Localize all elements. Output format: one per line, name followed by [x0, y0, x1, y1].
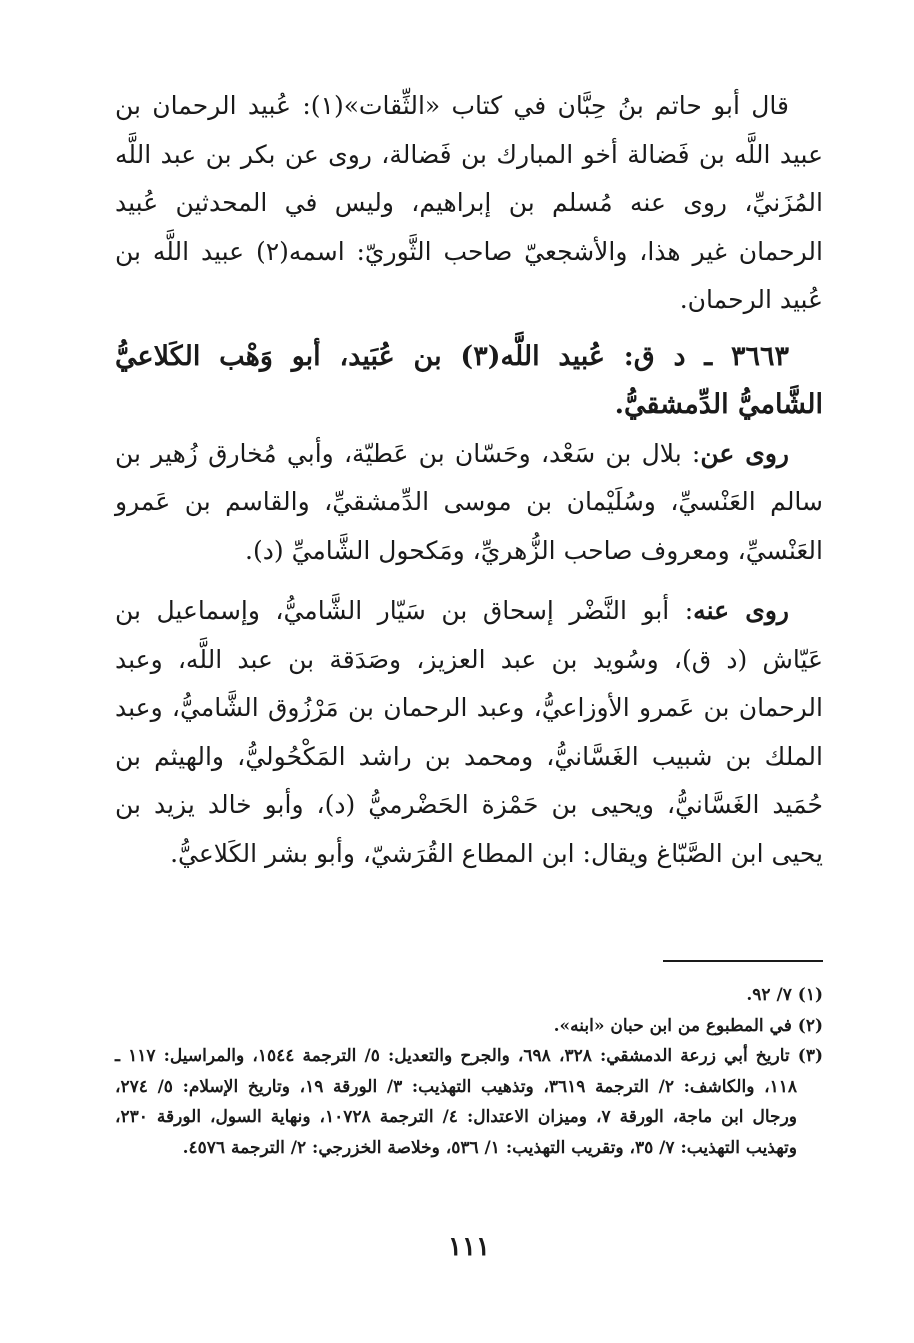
narrated-from-paragraph: [115, 430, 823, 576]
book-page: [115, 82, 823, 1322]
footnote-3: (٣) تاريخ أبي زرعة الدمشقي: ٣٢٨، ٦٩٨، والجرح والتعديل: ٥/ الترجمة ١٥٤٤، والمراسيل: ١١٧ ـ ١١٨، والكاشف: ٢/ الترجمة ٣٦١٩، وتذهيب التهذيب: ٣/ الورقة ١٩، وتاريخ الإسلام: ٥/ ٢٧٤، ورجال ابن ماجة، الورقة ٧، وميزان الاعتدال: ٤/ الترجمة ١٠٧٢٨، ونهاية السول، الورقة ٢٣٠، وتهذيب التهذيب: ٧/ ٣٥، وتقريب التهذيب: ١/ ٥٣٦، وخلاصة الخزرجي: ٢/ الترجمة ٤٥٧٦.: [115, 1046, 823, 1158]
opening-paragraph: قال أبو حاتم بنُ حِبَّان في كتاب «الثِّقات»(١): عُبيد الرحمان بن عبيد اللَّه بن فَضالة أخو المبارك بن فَضالة، روى عن بكر بن عبد اللَّه المُزَنيِّ، روى عنه مُسلم بن إبراهيم، وليس في المحدثين عُبيد الرحمان غير هذا، والأشجعيّ صاحب الثَّوريّ: اسمه(٢) عبيد اللَّه بن عُبيد الرحمان.: [115, 91, 823, 314]
footnote-2: (٢) في المطبوع من ابن حبان «ابنه».: [553, 1015, 823, 1036]
narrated-by-paragraph: [115, 587, 823, 878]
footnote-list: [115, 980, 823, 1163]
footnote-1: (١) ٧/ ٩٢.: [746, 985, 823, 1005]
main-text: [115, 82, 823, 878]
narrated-from-label: روى عن: [700, 438, 789, 468]
narrated-from-text: : بلال بن سَعْد، وحَسّان بن عَطيّة، وأبي مُخارق زُهير بن سالم العَنْسيِّ، وسُلَيْمان بن موسى الدِّمشقيِّ، والقاسم بن عَمرو العَنْسيِّ، ومعروف صاحب الزُّهريِّ، ومَكحول الشَّاميِّ (د).: [115, 438, 823, 565]
narrated-by-label: روى عنه: [693, 596, 789, 625]
footnote-separator: [663, 960, 823, 962]
page-number: ١١١: [448, 1232, 490, 1262]
narrated-by-text: : أبو النَّضْر إسحاق بن سَيّار الشَّاميُّ، وإسماعيل بن عَيّاش (د ق)، وسُويد بن عبد العزيز، وصَدَقة بن عبد اللَّه، وعبد الرحمان بن عَمرو الأوزاعيُّ، وعبد الرحمان بن مَرْزُوق الشَّاميُّ، وعبد الملك بن شبيب الغَسَّانيُّ، ومحمد بن راشد المَكْحُوليُّ، والهيثم بن حُمَيد الغَسَّانيُّ، ويحيى بن حَمْزة الحَضْرميُّ (د)، وأبو خالد يزيد بن يحيى ابن الصَّبّاغ ويقال: ابن المطاع القُرَشيّ، وأبو بشر الكَلاعيُّ.: [115, 596, 823, 868]
entry-heading: ٣٦٦٣ ـ د ق: عُبيد اللَّه(٣) بن عُبَيد، أبو وَهْب الكَلاعيُّ الشَّاميُّ الدِّمشقيُّ.: [115, 340, 823, 420]
